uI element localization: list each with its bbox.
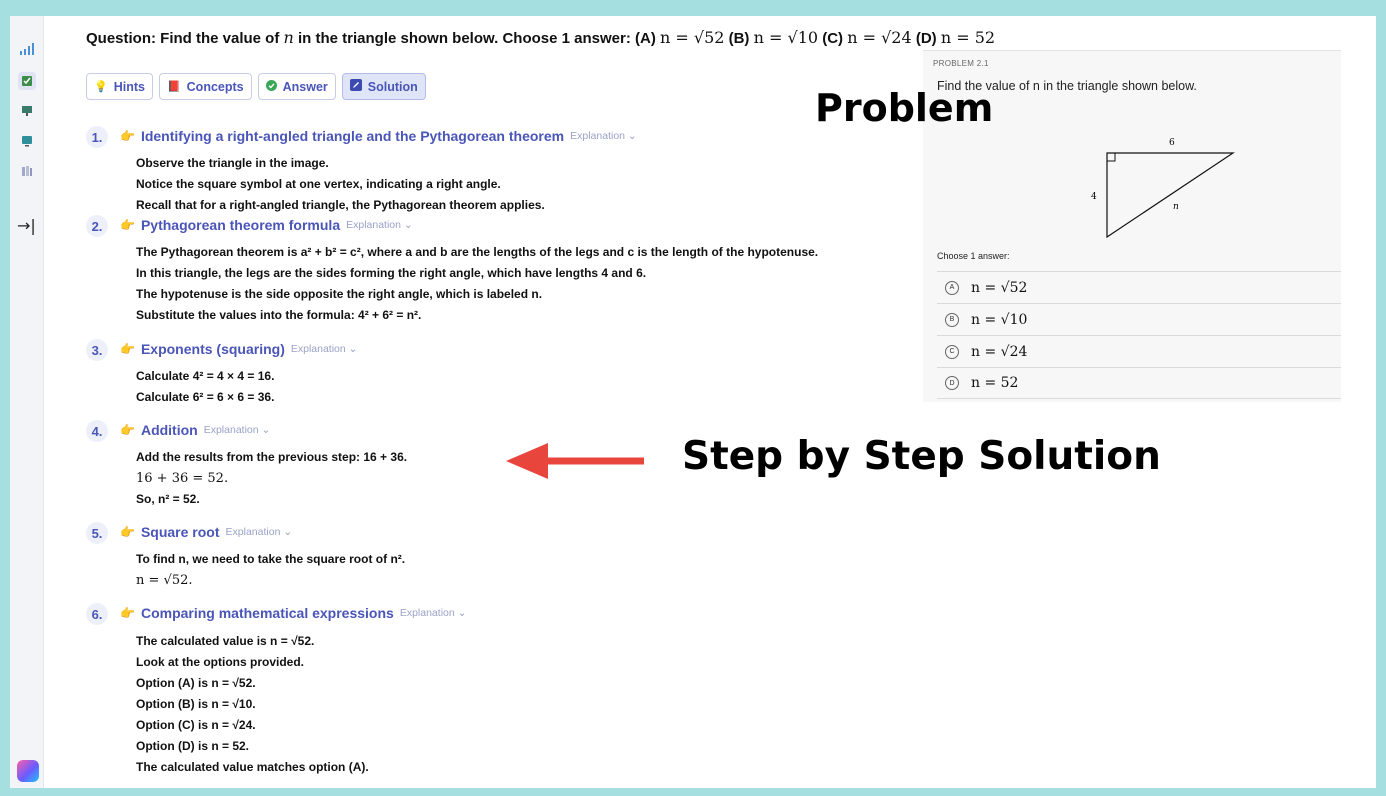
explanation-toggle[interactable]: Explanation ⌄: [570, 130, 637, 142]
presentation-icon[interactable]: [18, 102, 36, 120]
chart-icon[interactable]: [18, 40, 36, 58]
tab-solution[interactable]: Solution: [342, 73, 426, 100]
solution-annotation: Step by Step Solution: [682, 434, 1161, 479]
step-line: Notice the square symbol at one vertex, indicating a right angle.: [136, 177, 501, 191]
step-line: Option (B) is n = √10.: [136, 697, 256, 711]
step-line: The hypotenuse is the side opposite the right angle, which is labeled n.: [136, 287, 543, 301]
pointing-hand-icon: 👉: [120, 218, 135, 232]
step-title: Square root: [140, 524, 220, 540]
pointing-hand-icon: 👉: [120, 342, 135, 356]
step-line: n = √52.: [136, 573, 193, 588]
step-number: 6.: [86, 603, 108, 625]
triangle-diagram: [1083, 111, 1263, 241]
explanation-toggle[interactable]: Explanation ⌄: [346, 219, 413, 231]
step-body: [136, 155, 545, 218]
step-number: 2.: [86, 215, 108, 237]
step-number: 3.: [86, 339, 108, 361]
option-letter: B: [945, 313, 959, 327]
explanation-toggle[interactable]: Explanation ⌄: [399, 607, 467, 619]
choose-label: Choose 1 answer:: [937, 251, 1010, 261]
explanation-toggle[interactable]: Explanation ⌄: [290, 343, 358, 355]
app-window: [10, 16, 1376, 788]
collapse-sidebar-icon[interactable]: →|: [17, 216, 36, 235]
step-body: [136, 551, 405, 593]
red-arrow-icon: [504, 441, 654, 481]
step-line: Option (A) is n = √52.: [136, 676, 256, 690]
step-body: [136, 449, 407, 512]
problem-annotation: Problem: [815, 86, 994, 130]
option-text: n = 52: [971, 375, 1019, 391]
option-letter: C: [945, 345, 959, 359]
step-body: [136, 633, 369, 780]
step-line: So, n² = 52.: [136, 492, 200, 506]
tab-bar: [86, 73, 426, 100]
pointing-hand-icon: 👉: [120, 525, 135, 539]
problem-label: PROBLEM 2.1: [933, 59, 989, 68]
answer-option-d[interactable]: [937, 367, 1341, 399]
option-text: n = √24: [971, 343, 1028, 360]
problem-question: Find the value of n in the triangle shown below.: [937, 79, 1197, 93]
step-number: 1.: [86, 126, 108, 148]
step-line: Substitute the values into the formula: 4² + 6² = n².: [136, 308, 422, 322]
step-title: Exponents (squaring): [140, 341, 285, 357]
pointing-hand-icon: 👉: [120, 129, 135, 143]
answer-option-a[interactable]: [937, 271, 1341, 303]
step-line: In this triangle, the legs are the sides forming the right angle, which have lengths 4 and 6.: [136, 266, 647, 280]
check-circle-icon: [266, 80, 277, 94]
step-body: [136, 244, 818, 328]
step-line: Calculate 6² = 6 × 6 = 36.: [136, 390, 275, 404]
tab-answer[interactable]: Answer: [258, 73, 336, 100]
explanation-toggle[interactable]: Explanation ⌄: [225, 526, 293, 538]
side-label-top: 6: [1169, 138, 1175, 148]
step-line: The Pythagorean theorem is a² + b² = c², where a and b are the lengths of the legs and c is the length of the hypotenuse.: [136, 245, 819, 259]
step-line: Option (C) is n = √24.: [136, 718, 256, 732]
step-line: The calculated value is n = √52.: [136, 634, 315, 648]
step-line: 16 + 36 = 52.: [136, 471, 229, 486]
pencil-square-icon: [350, 79, 362, 94]
books-icon[interactable]: [18, 162, 36, 180]
step-title: Comparing mathematical expressions: [140, 605, 394, 621]
tab-concepts[interactable]: 📕 Concepts: [159, 73, 252, 100]
monitor-icon[interactable]: [18, 132, 36, 150]
question-title: Question: Find the value of n in the triangle shown below. Choose 1 answer: (A) n = √52 (B) n = √10 (C) n = √24 (D) n = 52: [86, 28, 996, 47]
step-number: 5.: [86, 522, 108, 544]
bulb-icon: 💡: [94, 81, 108, 93]
option-text: n = √10: [971, 311, 1028, 328]
step-line: Calculate 4² = 4 × 4 = 16.: [136, 369, 275, 383]
step-line: Add the results from the previous step: 16 + 36.: [136, 450, 408, 464]
step-title: Identifying a right-angled triangle and the Pythagorean theorem: [140, 128, 565, 144]
sidebar: [10, 16, 44, 788]
explanation-toggle[interactable]: Explanation ⌄: [203, 424, 271, 436]
option-text: n = √52: [971, 279, 1028, 296]
step-line: Option (D) is n = 52.: [136, 739, 250, 753]
step-title: Pythagorean theorem formula: [140, 217, 341, 233]
answer-option-b[interactable]: [937, 303, 1341, 335]
step-line: To find n, we need to take the square root of n².: [136, 552, 406, 566]
option-letter: A: [945, 281, 959, 295]
step-line: The calculated value matches option (A).: [136, 760, 369, 774]
checklist-icon[interactable]: [18, 72, 36, 90]
step-line: Observe the triangle in the image.: [136, 156, 329, 170]
option-letter: D: [945, 376, 959, 390]
pointing-hand-icon: 👉: [120, 423, 135, 437]
step-line: Recall that for a right-angled triangle, the Pythagorean theorem applies.: [136, 198, 545, 212]
side-label-hypotenuse: n: [1173, 202, 1179, 212]
answer-option-c[interactable]: [937, 335, 1341, 367]
pointing-hand-icon: 👉: [120, 606, 135, 620]
step-title: Addition: [140, 422, 198, 438]
book-icon: 📕: [166, 81, 181, 93]
step-number: 4.: [86, 420, 108, 442]
side-label-left: 4: [1091, 192, 1097, 202]
step-line: Look at the options provided.: [136, 655, 304, 669]
step-body: [136, 368, 274, 410]
tab-hints[interactable]: 💡 Hints: [86, 73, 153, 100]
avatar[interactable]: [17, 760, 39, 782]
